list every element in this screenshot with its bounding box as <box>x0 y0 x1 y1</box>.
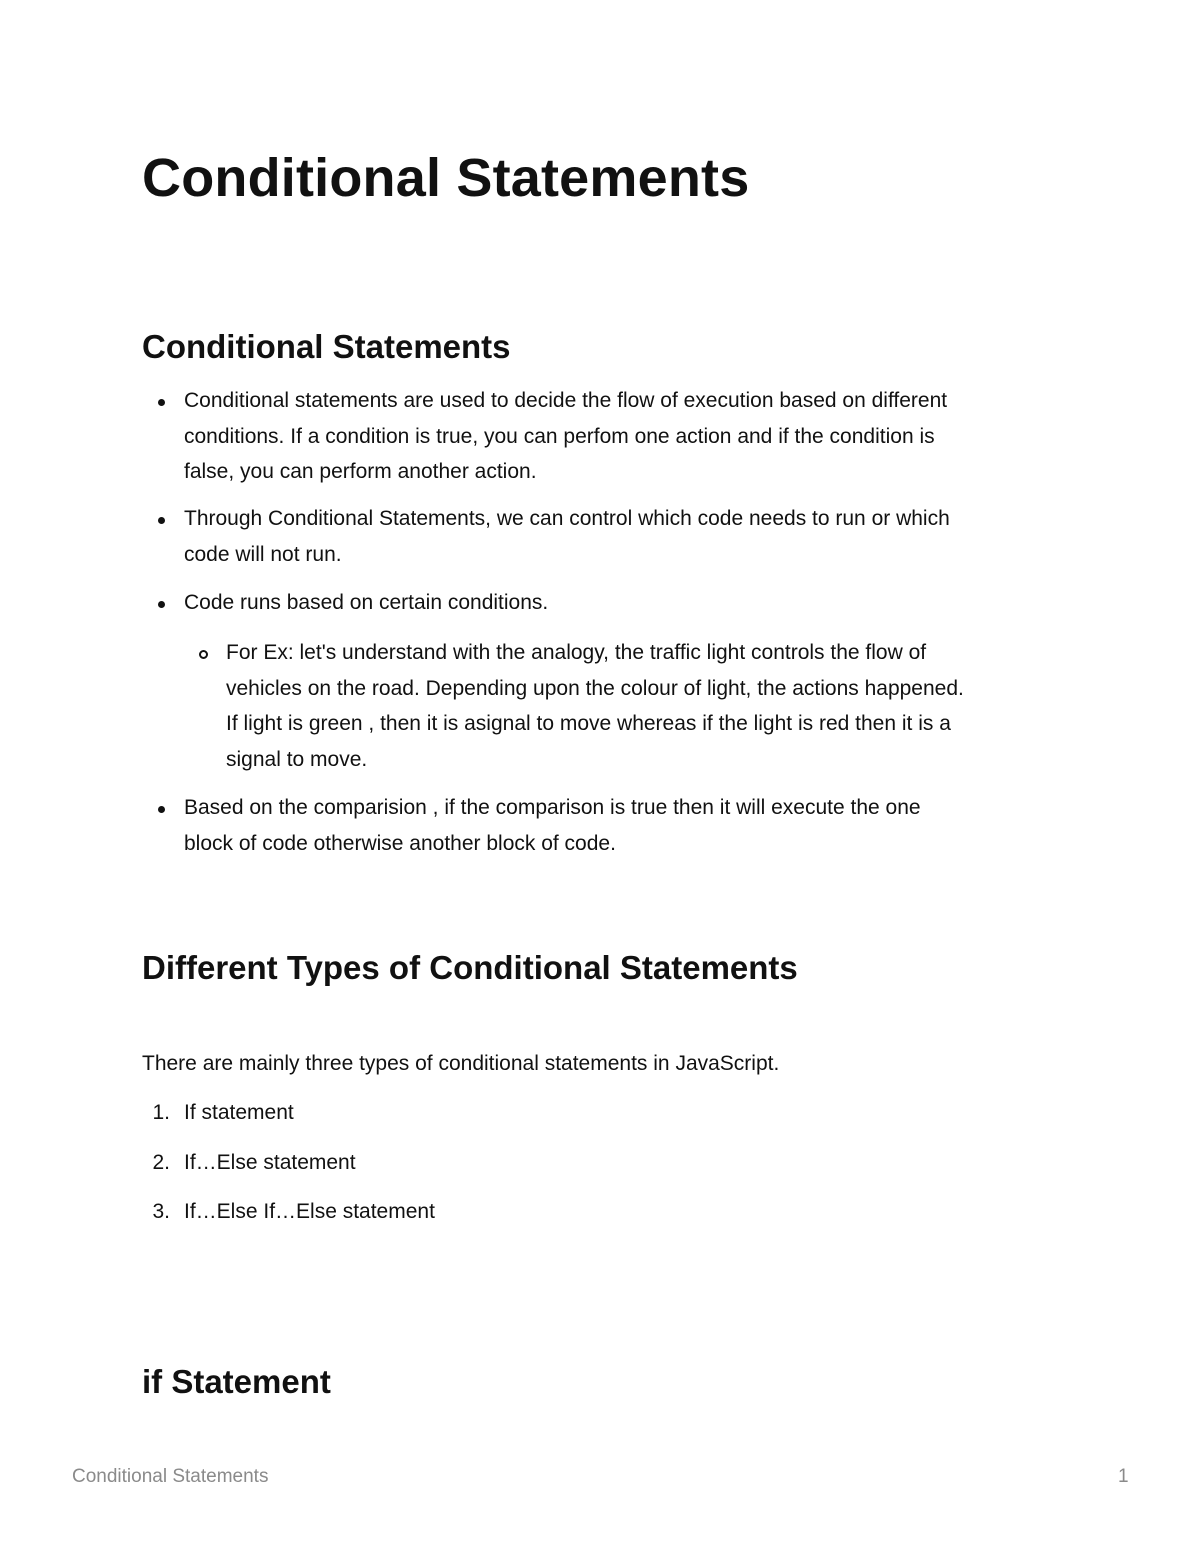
sub-bullet-icon <box>199 650 208 659</box>
list-item <box>184 790 921 861</box>
bullet-icon <box>158 601 165 608</box>
list-item-line: block of code otherwise another block of code. <box>184 831 616 855</box>
list-item-line: Conditional statements are used to decide the flow of execution based on different <box>184 389 948 412</box>
list-item-line: conditions. If a condition is true, you can perfom one action and if the condition is <box>184 424 935 448</box>
list-item-line: Code runs based on certain conditions. <box>184 591 549 614</box>
footer-title: Conditional Statements <box>72 1466 269 1487</box>
list-number: 2. <box>152 1151 170 1174</box>
list-item-line: If light is green , then it is asignal to move whereas if the light is red then it is a <box>226 712 951 735</box>
page-number: 1 <box>1118 1466 1129 1487</box>
numbered-list-item: If…Else statement <box>184 1151 356 1174</box>
bullet-icon <box>158 806 165 813</box>
sub-list-item <box>226 635 964 777</box>
list-item-line: signal to move. <box>226 747 368 771</box>
section-heading-if-statement: if Statement <box>142 1363 331 1400</box>
list-item-line: Based on the comparision , if the comparison is true then it will execute the one <box>184 796 921 819</box>
list-item <box>184 585 548 621</box>
numbered-list-item: If…Else If…Else statement <box>184 1200 435 1223</box>
list-item-line: code will not run. <box>184 542 342 566</box>
list-number: 1. <box>152 1101 170 1124</box>
list-number: 3. <box>152 1200 170 1223</box>
section-heading-conditional-statements: Conditional Statements <box>142 328 511 365</box>
list-item <box>184 383 947 490</box>
bullet-icon <box>158 517 165 524</box>
list-item-line: For Ex: let's understand with the analogy, the traffic light controls the flow of <box>226 641 927 664</box>
list-item <box>184 501 950 572</box>
bullet-icon <box>158 399 165 406</box>
list-item-line: vehicles on the road. Depending upon the colour of light, the actions happened. <box>226 676 964 700</box>
page-title: Conditional Statements <box>142 148 750 208</box>
list-item-line: Through Conditional Statements, we can control which code needs to run or which <box>184 507 950 530</box>
section-intro-paragraph: There are mainly three types of conditional statements in JavaScript. <box>142 1052 780 1075</box>
list-item-line: false, you can perform another action. <box>184 460 537 483</box>
section-heading-different-types: Different Types of Conditional Statements <box>142 949 798 986</box>
numbered-list-item: If statement <box>184 1101 294 1124</box>
